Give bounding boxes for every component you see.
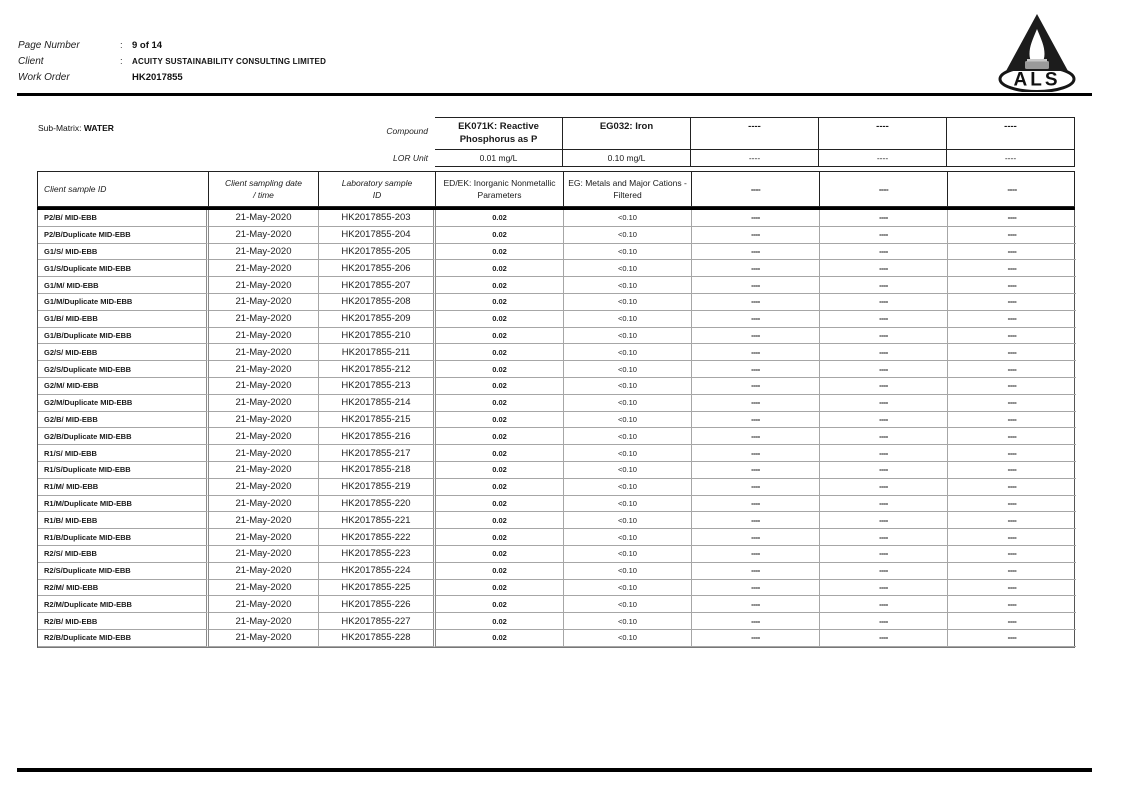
- value-cell: ----: [948, 294, 1076, 311]
- value-cell: ----: [692, 613, 820, 630]
- value-cell: <0.10: [564, 445, 692, 462]
- value-cell: ----: [692, 630, 820, 647]
- value-cell: ----: [948, 227, 1076, 244]
- value-cell: ----: [948, 563, 1076, 580]
- value-cell: ----: [820, 529, 948, 546]
- value-cell: 0.02: [436, 580, 564, 597]
- value-cell: ----: [692, 596, 820, 613]
- value-cell: 0.02: [436, 244, 564, 261]
- value-cell: ----: [692, 210, 820, 227]
- sampling-date-cell: 21-May-2020: [209, 260, 319, 277]
- value-cell: ----: [820, 361, 948, 378]
- sampling-date-cell: 21-May-2020: [209, 596, 319, 613]
- value-cell: ----: [948, 311, 1076, 328]
- value-cell: <0.10: [564, 580, 692, 597]
- lor-unit-row: [37, 150, 1075, 167]
- lab-sample-id-cell: HK2017855-205: [319, 244, 436, 261]
- value-cell: ----: [948, 580, 1076, 597]
- compound-name-cell: ----: [947, 117, 1075, 150]
- sampling-date-cell: 21-May-2020: [209, 613, 319, 630]
- value-cell: <0.10: [564, 395, 692, 412]
- header-rule: [17, 93, 1092, 96]
- value-cell: <0.10: [564, 630, 692, 647]
- value-cell: ----: [948, 546, 1076, 563]
- value-cell: <0.10: [564, 596, 692, 613]
- sample-id-cell: G2/B/ MID-EBB: [38, 412, 209, 429]
- value-cell: 0.02: [436, 428, 564, 445]
- value-cell: ----: [948, 210, 1076, 227]
- value-cell: ----: [948, 412, 1076, 429]
- value-cell: <0.10: [564, 378, 692, 395]
- value-cell: 0.02: [436, 546, 564, 563]
- sampling-date-cell: 21-May-2020: [209, 210, 319, 227]
- value-cell: ----: [948, 613, 1076, 630]
- sample-id-cell: R1/B/ MID-EBB: [38, 512, 209, 529]
- value-cell: ----: [948, 277, 1076, 294]
- lor-cell: ----: [947, 150, 1075, 167]
- value-cell: 0.02: [436, 512, 564, 529]
- lab-sample-id-cell: HK2017855-215: [319, 412, 436, 429]
- value-cell: ----: [948, 445, 1076, 462]
- sample-id-cell: G1/S/Duplicate MID-EBB: [38, 260, 209, 277]
- sub-matrix-value: WATER: [83, 123, 114, 133]
- sampling-date-cell: 21-May-2020: [209, 428, 319, 445]
- lor-cell: 0.01 mg/L: [435, 150, 563, 167]
- value-cell: ----: [820, 277, 948, 294]
- lab-sample-id-cell: HK2017855-204: [319, 227, 436, 244]
- sample-id-cell: R1/M/ MID-EBB: [38, 479, 209, 496]
- sample-id-cell: G2/S/ MID-EBB: [38, 344, 209, 361]
- compound-name-cell: EK071K: Reactive Phosphorus as P: [435, 117, 563, 150]
- method-header: ----: [692, 172, 820, 206]
- value-cell: ----: [820, 294, 948, 311]
- sample-id-cell: G2/B/Duplicate MID-EBB: [38, 428, 209, 445]
- value-cell: <0.10: [564, 496, 692, 513]
- value-cell: ----: [948, 462, 1076, 479]
- value-cell: ----: [692, 529, 820, 546]
- value-cell: 0.02: [436, 210, 564, 227]
- value-cell: ----: [820, 412, 948, 429]
- page-number-value: 9 of 14: [132, 39, 163, 51]
- value-cell: 0.02: [436, 613, 564, 630]
- sampling-date-cell: 21-May-2020: [209, 361, 319, 378]
- sampling-date-cell: 21-May-2020: [209, 227, 319, 244]
- value-cell: 0.02: [436, 395, 564, 412]
- lab-sample-id-cell: HK2017855-210: [319, 328, 436, 345]
- lab-sample-id-cell: HK2017855-228: [319, 630, 436, 647]
- compound-name-cell: EG032: Iron: [563, 117, 691, 150]
- value-cell: ----: [948, 428, 1076, 445]
- value-cell: ----: [692, 395, 820, 412]
- sampling-date-cell: 21-May-2020: [209, 529, 319, 546]
- value-cell: ----: [948, 395, 1076, 412]
- value-cell: 0.02: [436, 529, 564, 546]
- sample-id-cell: G1/B/Duplicate MID-EBB: [38, 328, 209, 345]
- value-cell: ----: [948, 244, 1076, 261]
- sample-id-cell: R2/B/Duplicate MID-EBB: [38, 630, 209, 647]
- compound-header-left-zone: [37, 117, 435, 150]
- sampling-date-cell: 21-May-2020: [209, 479, 319, 496]
- method-header: ----: [820, 172, 948, 206]
- value-cell: 0.02: [436, 378, 564, 395]
- sample-id-cell: R1/M/Duplicate MID-EBB: [38, 496, 209, 513]
- client-row: [18, 53, 326, 69]
- value-cell: ----: [820, 378, 948, 395]
- lab-sample-id-header: Laboratory sample ID: [319, 172, 436, 206]
- lab-sample-id-cell: HK2017855-212: [319, 361, 436, 378]
- client-sample-id-header: Client sample ID: [38, 172, 209, 206]
- sub-matrix-label: Sub-Matrix:: [38, 123, 82, 133]
- lor-cell: 0.10 mg/L: [563, 150, 691, 167]
- value-cell: 0.02: [436, 260, 564, 277]
- value-cell: ----: [692, 344, 820, 361]
- value-cell: ----: [820, 445, 948, 462]
- sampling-date-cell: 21-May-2020: [209, 412, 319, 429]
- sampling-date-cell: 21-May-2020: [209, 395, 319, 412]
- sample-id-cell: R2/S/ MID-EBB: [38, 546, 209, 563]
- lab-sample-id-cell: HK2017855-222: [319, 529, 436, 546]
- compound-name-cell: ----: [819, 117, 947, 150]
- lor-left-zone: [37, 150, 435, 167]
- lab-sample-id-cell: HK2017855-214: [319, 395, 436, 412]
- sampling-date-cell: 21-May-2020: [209, 244, 319, 261]
- lor-cell: ----: [691, 150, 819, 167]
- sample-id-cell: G2/M/Duplicate MID-EBB: [38, 395, 209, 412]
- page-header-meta: [18, 37, 326, 85]
- value-cell: ----: [820, 496, 948, 513]
- value-cell: <0.10: [564, 546, 692, 563]
- lab-sample-id-cell: HK2017855-220: [319, 496, 436, 513]
- lab-sample-id-cell: HK2017855-206: [319, 260, 436, 277]
- lab-sample-id-cell: HK2017855-219: [319, 479, 436, 496]
- value-cell: ----: [820, 210, 948, 227]
- value-cell: ----: [820, 244, 948, 261]
- sampling-date-cell: 21-May-2020: [209, 328, 319, 345]
- lab-sample-id-cell: HK2017855-211: [319, 344, 436, 361]
- value-cell: ----: [820, 546, 948, 563]
- work-order-row: [18, 69, 326, 85]
- sample-id-cell: R2/M/Duplicate MID-EBB: [38, 596, 209, 613]
- value-cell: ----: [948, 260, 1076, 277]
- value-cell: 0.02: [436, 563, 564, 580]
- value-cell: <0.10: [564, 294, 692, 311]
- sampling-date-cell: 21-May-2020: [209, 512, 319, 529]
- lor-cell: ----: [819, 150, 947, 167]
- value-cell: <0.10: [564, 260, 692, 277]
- value-cell: ----: [820, 260, 948, 277]
- column-header-row: [37, 171, 1075, 207]
- value-cell: ----: [692, 244, 820, 261]
- value-cell: ----: [948, 378, 1076, 395]
- method-header: EG: Metals and Major Cations - Filtered: [564, 172, 692, 206]
- value-cell: ----: [820, 613, 948, 630]
- sampling-date-cell: 21-May-2020: [209, 378, 319, 395]
- value-cell: ----: [820, 227, 948, 244]
- client-label: Client: [18, 55, 44, 67]
- work-order-value: HK2017855: [132, 71, 183, 83]
- value-cell: <0.10: [564, 361, 692, 378]
- value-cell: ----: [948, 328, 1076, 345]
- value-cell: <0.10: [564, 479, 692, 496]
- value-cell: <0.10: [564, 512, 692, 529]
- value-cell: <0.10: [564, 529, 692, 546]
- page-number-label: Page Number: [18, 39, 80, 51]
- als-logo-graphic: [998, 10, 1076, 92]
- sample-id-cell: R2/S/Duplicate MID-EBB: [38, 563, 209, 580]
- client-value: ACUITY SUSTAINABILITY CONSULTING LIMITED: [132, 56, 327, 66]
- value-cell: ----: [692, 512, 820, 529]
- value-cell: <0.10: [564, 412, 692, 429]
- value-cell: ----: [948, 630, 1076, 647]
- sample-id-cell: R1/B/Duplicate MID-EBB: [38, 529, 209, 546]
- results-table: [37, 117, 1075, 648]
- lab-sample-id-cell: HK2017855-208: [319, 294, 436, 311]
- lab-sample-id-cell: HK2017855-225: [319, 580, 436, 597]
- value-cell: ----: [692, 277, 820, 294]
- value-cell: <0.10: [564, 277, 692, 294]
- client-separator: :: [120, 55, 123, 67]
- value-cell: ----: [692, 462, 820, 479]
- value-cell: ----: [692, 479, 820, 496]
- value-cell: ----: [948, 529, 1076, 546]
- lab-sample-id-cell: HK2017855-207: [319, 277, 436, 294]
- value-cell: ----: [692, 328, 820, 345]
- page-number-separator: :: [120, 39, 123, 51]
- value-cell: ----: [692, 378, 820, 395]
- value-cell: ----: [820, 512, 948, 529]
- value-cell: <0.10: [564, 311, 692, 328]
- work-order-label: Work Order: [18, 71, 70, 83]
- value-cell: 0.02: [436, 344, 564, 361]
- value-cell: <0.10: [564, 462, 692, 479]
- lab-sample-id-cell: HK2017855-218: [319, 462, 436, 479]
- sampling-date-header: Client sampling date / time: [209, 172, 319, 206]
- lab-sample-id-cell: HK2017855-226: [319, 596, 436, 613]
- value-cell: 0.02: [436, 311, 564, 328]
- value-cell: ----: [948, 361, 1076, 378]
- sampling-date-cell: 21-May-2020: [209, 294, 319, 311]
- sample-id-cell: G2/S/Duplicate MID-EBB: [38, 361, 209, 378]
- value-cell: ----: [692, 496, 820, 513]
- sample-id-cell: R1/S/Duplicate MID-EBB: [38, 462, 209, 479]
- sampling-date-cell: 21-May-2020: [209, 580, 319, 597]
- value-cell: ----: [692, 445, 820, 462]
- value-cell: ----: [948, 512, 1076, 529]
- sub-matrix: [38, 123, 114, 133]
- lab-sample-id-cell: HK2017855-213: [319, 378, 436, 395]
- sampling-date-cell: 21-May-2020: [209, 277, 319, 294]
- value-cell: 0.02: [436, 445, 564, 462]
- value-cell: <0.10: [564, 244, 692, 261]
- sampling-date-cell: 21-May-2020: [209, 563, 319, 580]
- value-cell: ----: [692, 546, 820, 563]
- compound-name-cell: ----: [691, 117, 819, 150]
- value-cell: ----: [820, 596, 948, 613]
- value-cell: ----: [820, 428, 948, 445]
- value-cell: ----: [692, 227, 820, 244]
- value-cell: 0.02: [436, 496, 564, 513]
- sample-id-cell: G1/S/ MID-EBB: [38, 244, 209, 261]
- value-cell: ----: [692, 311, 820, 328]
- sample-id-cell: R1/S/ MID-EBB: [38, 445, 209, 462]
- compound-row-label: Compound: [386, 126, 428, 136]
- sample-id-cell: G1/M/ MID-EBB: [38, 277, 209, 294]
- sampling-date-cell: 21-May-2020: [209, 462, 319, 479]
- value-cell: ----: [692, 294, 820, 311]
- value-cell: ----: [820, 344, 948, 361]
- value-cell: ----: [692, 361, 820, 378]
- sampling-date-cell: 21-May-2020: [209, 445, 319, 462]
- value-cell: 0.02: [436, 462, 564, 479]
- lab-sample-id-cell: HK2017855-223: [319, 546, 436, 563]
- lab-sample-id-cell: HK2017855-217: [319, 445, 436, 462]
- value-cell: 0.02: [436, 361, 564, 378]
- sample-id-cell: G1/M/Duplicate MID-EBB: [38, 294, 209, 311]
- value-cell: ----: [820, 311, 948, 328]
- sampling-date-cell: 21-May-2020: [209, 546, 319, 563]
- lab-sample-id-cell: HK2017855-203: [319, 210, 436, 227]
- value-cell: 0.02: [436, 630, 564, 647]
- sample-id-cell: G1/B/ MID-EBB: [38, 311, 209, 328]
- value-cell: <0.10: [564, 563, 692, 580]
- value-cell: ----: [820, 395, 948, 412]
- value-cell: ----: [692, 260, 820, 277]
- sampling-date-cell: 21-May-2020: [209, 344, 319, 361]
- value-cell: <0.10: [564, 227, 692, 244]
- sample-id-cell: R2/B/ MID-EBB: [38, 613, 209, 630]
- value-cell: <0.10: [564, 428, 692, 445]
- lab-sample-id-cell: HK2017855-216: [319, 428, 436, 445]
- value-cell: <0.10: [564, 210, 692, 227]
- sampling-date-cell: 21-May-2020: [209, 311, 319, 328]
- value-cell: <0.10: [564, 328, 692, 345]
- sample-id-cell: P2/B/ MID-EBB: [38, 210, 209, 227]
- value-cell: ----: [948, 344, 1076, 361]
- compound-header-row: [37, 117, 1075, 150]
- value-cell: <0.10: [564, 344, 692, 361]
- value-cell: 0.02: [436, 277, 564, 294]
- value-cell: ----: [948, 479, 1076, 496]
- value-cell: 0.02: [436, 596, 564, 613]
- value-cell: ----: [692, 428, 820, 445]
- value-cell: <0.10: [564, 613, 692, 630]
- value-cell: ----: [948, 496, 1076, 513]
- value-cell: ----: [820, 580, 948, 597]
- als-logo: [998, 10, 1076, 92]
- value-cell: ----: [820, 328, 948, 345]
- value-cell: ----: [820, 479, 948, 496]
- sample-id-cell: G2/M/ MID-EBB: [38, 378, 209, 395]
- lab-sample-id-cell: HK2017855-209: [319, 311, 436, 328]
- value-cell: 0.02: [436, 479, 564, 496]
- value-cell: ----: [820, 563, 948, 580]
- value-cell: ----: [692, 580, 820, 597]
- value-cell: 0.02: [436, 294, 564, 311]
- value-cell: ----: [692, 563, 820, 580]
- method-header: ED/EK: Inorganic Nonmetallic Parameters: [436, 172, 564, 206]
- sampling-date-cell: 21-May-2020: [209, 496, 319, 513]
- lab-sample-id-cell: HK2017855-227: [319, 613, 436, 630]
- results-data-grid: [37, 210, 1075, 648]
- page-number-row: [18, 37, 326, 53]
- value-cell: ----: [948, 596, 1076, 613]
- footer-rule: [17, 768, 1092, 772]
- lab-sample-id-cell: HK2017855-221: [319, 512, 436, 529]
- value-cell: 0.02: [436, 328, 564, 345]
- value-cell: 0.02: [436, 412, 564, 429]
- value-cell: ----: [820, 630, 948, 647]
- value-cell: 0.02: [436, 227, 564, 244]
- lab-sample-id-cell: HK2017855-224: [319, 563, 436, 580]
- sampling-date-cell: 21-May-2020: [209, 630, 319, 647]
- als-logo-text: ALS: [1013, 69, 1061, 91]
- method-header: ----: [1007, 184, 1017, 194]
- lor-row-label: LOR Unit: [393, 153, 428, 163]
- value-cell: ----: [692, 412, 820, 429]
- sample-id-cell: R2/M/ MID-EBB: [38, 580, 209, 597]
- value-cell: ----: [820, 462, 948, 479]
- sample-id-cell: P2/B/Duplicate MID-EBB: [38, 227, 209, 244]
